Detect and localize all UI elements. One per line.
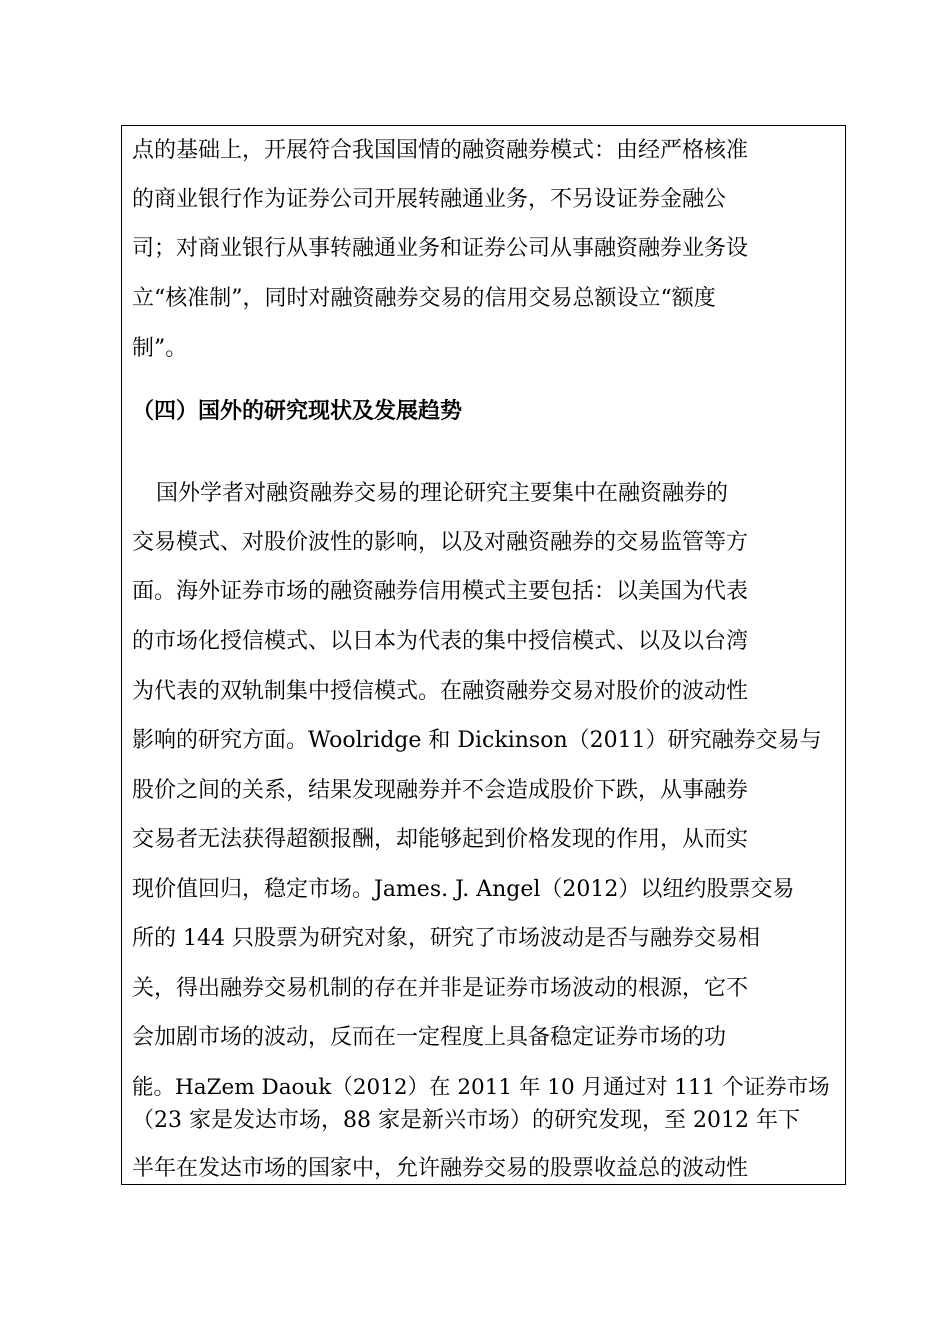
paragraph-2-line-8: 交易者无法获得超额报酬，却能够起到价格发现的作用，从而实 — [132, 827, 749, 852]
paragraph-2-line-3: 面。海外证券市场的融资融券信用模式主要包括：以美国为代表 — [132, 579, 749, 604]
paragraph-2-line-1: 国外学者对融资融券交易的理论研究主要集中在融资融券的 — [156, 481, 729, 506]
paragraph-1-line-2: 的商业银行作为证券公司开展转融通业务，不另设证券金融公 — [132, 187, 727, 212]
paragraph-2-line-2: 交易模式、对股价波性的影响，以及对融资融券的交易监管等方 — [132, 530, 749, 555]
paragraph-2-line-14: （23 家是发达市场，88 家是新兴市场）的研究发现，至 2012 年下 — [132, 1108, 800, 1133]
paragraph-2-line-10: 所的 144 只股票为研究对象，研究了市场波动是否与融券交易相 — [132, 926, 760, 951]
section-heading: （四）国外的研究现状及发展趋势 — [132, 399, 463, 424]
text-frame — [121, 125, 846, 1185]
paragraph-2-line-5: 为代表的双轨制集中授信模式。在融资融券交易对股价的波动性 — [132, 679, 749, 704]
paragraph-2-line-15: 半年在发达市场的国家中，允许融券交易的股票收益总的波动性 — [132, 1156, 749, 1181]
paragraph-2-line-13: 能。HaZem Daouk（2012）在 2011 年 10 月通过对 111 个证券市场 — [132, 1075, 830, 1100]
paragraph-2-line-9: 现价值回归，稳定市场。James. J. Angel（2012）以纽约股票交易 — [132, 877, 795, 902]
paragraph-2-line-4: 的市场化授信模式、以日本为代表的集中授信模式、以及以台湾 — [132, 629, 749, 654]
paragraph-1-line-4: 立“核准制”，同时对融资融券交易的信用交易总额设立“额度 — [132, 286, 716, 311]
paragraph-2-line-12: 会加剧市场的波动，反而在一定程度上具备稳定证券市场的功 — [132, 1025, 727, 1050]
paragraph-1-line-3: 司；对商业银行从事转融通业务和证券公司从事融资融券业务设 — [132, 236, 749, 261]
paragraph-1-line-5: 制”。 — [132, 336, 188, 361]
paragraph-2-line-6: 影响的研究方面。Woolridge 和 Dickinson（2011）研究融券交易与 — [132, 728, 822, 753]
paragraph-1-line-1: 点的基础上，开展符合我国国情的融资融券模式：由经严格核准 — [132, 138, 749, 163]
paragraph-2-line-7: 股价之间的关系，结果发现融券并不会造成股价下跌，从事融券 — [132, 778, 749, 803]
paragraph-2-line-11: 关，得出融券交易机制的存在并非是证券市场波动的根源，它不 — [132, 976, 749, 1001]
